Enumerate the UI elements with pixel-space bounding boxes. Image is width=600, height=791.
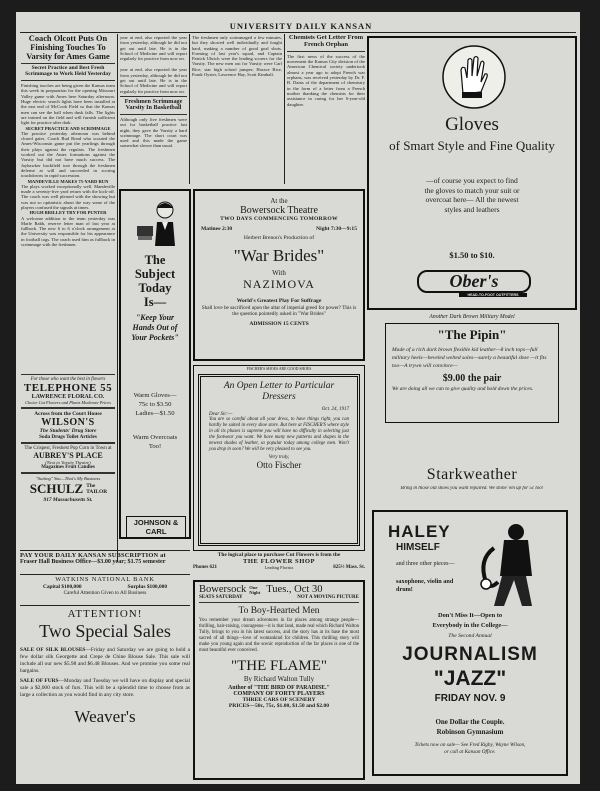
jazz-everybody: Everybody in the College— — [432, 622, 508, 629]
flame-not-moving: NOT A MOVING PICTURE — [297, 595, 359, 600]
football-body: Finishing touches are being given the Kansas team this week in preparation for the opening Missouri Valley game with Ames here Saturday afternoon. Huge electric search lights have been installed at the east end of McCook Field so that the Kansas men can see the ball when dusk falls. The lights are trained on the field and will furnish sufficient light for practice after dark. — [21, 83, 115, 126]
weavers-furs-text: —Monday and Tuesday we will have on display and special sale a $2,000 stock of furs. This will be a splendid time to choose from as large a collection as you would find in any city store. — [20, 678, 190, 698]
schulz-ad-top: "Suiting" You—That's My Business — [35, 476, 101, 481]
wilsons-ad-sub: The Students' Drug Store — [39, 428, 97, 434]
haley-himself: HIMSELF — [396, 542, 440, 553]
johnson-ladies-price: Ladies—$1.50 — [135, 410, 175, 417]
flower-name: THE FLOWER SHOP — [243, 558, 315, 565]
flower-line: The logical place to purchase Cut Flowers is from the — [217, 552, 341, 558]
football-body: The plays worked exceptionally well. Mandeville made a seventy-five yard return with the kick-off. The coach was well pleased with the showing but was not so optimistic about the way some of the players confused the signals at times. — [21, 183, 115, 210]
weavers-furs-head: SALE OF FURS — [20, 678, 59, 684]
weavers-blouses-text: —Friday and Saturday we are going to hold a few dollar silk Georgette and Crepe de Chine Blouse Sale. This sale will include all our new $5.98 and $6.48 Blouses. And we promise you some real bargains. — [20, 647, 190, 674]
fischer-headline: An Open Letter to Particular Dressers — [223, 381, 335, 402]
football-subhead: Secret Practice and Best Fresh Scrimmage to Work Held Yesterday — [25, 65, 111, 78]
johnson-quote: "Keep Your Hands Out of Your Pockets" — [131, 313, 179, 342]
fischer-body: You are so careful about all your dress, to have things right, you can hardly be suited in every shoe store. But here at FISCHER'S where style in all its phases is supreme you will have no difficulty in selecting just the footwear you want. We have many new patterns and shapes in the newest shades of leather, so popular today among college men. Won't you drop in soon? We will be very pleased to see you. — [209, 417, 349, 452]
floral-ad-top: For those who want the best in flowers — [30, 377, 106, 382]
theatre-with: With — [272, 269, 286, 277]
jazz-price: One Dollar the Couple. — [435, 718, 505, 726]
floral-ad-name: LAWRENCE FLORAL CO. — [31, 394, 105, 400]
col3-body: The freshmen only scrimmaged a few minutes, but they showed well individually and fought hard, making a number of good goal shots. Forming of last year's squad, and Captain Patrick Uhrich were the leading scorers for the Varsity. The new men out for Varsity were Carl Rice, star high school jumper; Horace Rice, Frank Oyster, Lawrence Hay, Scott Kimball. — [192, 35, 282, 78]
jazz-journalism: JOURNALISM — [402, 644, 538, 665]
football-subsection: MANDEVILLE MAKES 75-YARD RUN — [27, 178, 109, 184]
flower-shop-ad — [193, 552, 365, 580]
saxophone-player-illustration — [464, 520, 560, 610]
haley-name: HALEY — [388, 522, 451, 541]
aubreys-ad-top: The Crispest, Freshest Pop Corn in Town at — [24, 446, 112, 451]
bank-surplus: Surplus $100,000 — [127, 584, 168, 590]
theatre-admission: ADMISSION 15 CENTS — [249, 321, 309, 327]
haley-instruments: saxophone, violin and drum! — [396, 578, 454, 593]
obers-logo: Ober's — [417, 270, 531, 293]
starkweather-ad — [367, 314, 577, 510]
wilsons-ad-line: Soda Drugs Toilet Articles — [39, 434, 97, 440]
football-body: The practice yesterday afternoon was behind closed gates. Coach Bud Bond who scouted the Ames-Wisconsin game put the yearlings through their plays against the regulars. The freshmen worked out the Ames formations against the Varsity but did not have much success. The Jayhawker backfield tore through the freshmen defense at will and succeeded in scoring touchdowns in rapid succession. — [21, 130, 115, 179]
theatre-tag: World's Greatest Play For Suffrage — [236, 298, 322, 304]
johnson-gloves-price: 75c to $3.50 — [138, 401, 172, 408]
flower-address: 825½ Mass. St. — [333, 565, 365, 570]
flame-seats: SEATS SATURDAY — [199, 595, 243, 600]
pipin-body: Made of a rich dark brown flexible kid leather—8 inch tops—full military heels—beveled welted soles—surely a beautiful shoe —it fits too—A trywn will convince— — [392, 347, 547, 369]
column-1-ads — [21, 372, 115, 552]
column-3 — [192, 35, 282, 185]
schulz-ad-name: SCHULZ — [29, 481, 84, 496]
theatre-matinee: Matinee 2:30 — [201, 226, 233, 232]
flame-head: To Boy-Hearted Men — [238, 606, 320, 616]
johnson-line4: Is— — [143, 295, 167, 309]
johnson-line1: The — [144, 253, 166, 267]
gloves-price: $1.50 to $10. — [449, 250, 495, 260]
the-flame-ad — [193, 580, 365, 780]
flame-scenery: THREE CARS OF SCENERY — [242, 697, 316, 703]
johnson-line3: Today — [138, 281, 172, 295]
jazz-place: Robinson Gymnasium — [436, 728, 504, 736]
jazz-tickets: Tickets now on sale— See Fred Rigby, Wayne Wilson, or call at Kansan Office. — [414, 742, 526, 755]
flame-one-night: One Night — [249, 584, 261, 595]
starkweather-foot: Bring in those old shoes you want repaired. We shine 'em up for 5c too! — [400, 486, 544, 491]
masthead-title: UNIVERSITY DAILY KANSAN — [229, 21, 373, 31]
journalism-jazz-ad — [372, 510, 568, 776]
fischer-top: FISCHER'S SHOES ARE GOOD SHOES — [246, 367, 312, 371]
war-brides-ad — [193, 189, 365, 361]
jazz-dont-miss: Don't Miss It—Open to — [437, 612, 503, 619]
theatre-name: Bowersock Theatre — [240, 205, 318, 216]
johnson-carl-ad — [119, 189, 191, 539]
chemists-headline: Chemists Get Letter From French Orphan — [288, 35, 364, 48]
aubreys-ad-name: AUBREY'S PLACE — [33, 451, 103, 460]
starkweather-name: Starkweather — [426, 466, 518, 483]
wilsons-ad-name: WILSON'S — [41, 417, 95, 428]
gloves-illustration — [441, 44, 507, 110]
pipin-body2: We are doing all we can to give quality and hold down the prices. — [392, 386, 534, 392]
aubreys-ad-sub: (Next to Varsity Theatre) — [45, 460, 91, 465]
fischer-signature: Otto Fischer — [256, 460, 302, 470]
theatre-tag2: Shall love be sacrificed upon the altar of imperial greed for power? This is the question pointedly asked in "War Brides" — [201, 305, 357, 317]
weavers-ad — [20, 608, 190, 778]
fischer-date: Oct. 24, 1917 — [321, 407, 349, 412]
flame-author-of: Author of "THE BIRD OF PARADISE." — [228, 685, 330, 691]
johnson-gloves: Warm Gloves— — [133, 392, 177, 399]
flower-sub: Leading Florists — [264, 565, 294, 570]
fischer-salutation: Dear Sir:— — [209, 412, 233, 417]
pipin-name: "The Pipin" — [437, 327, 507, 342]
subscription-line1: PAY YOUR DAILY KANSAN SUBSCRIPTION at — [20, 552, 166, 559]
football-body: A welcome addition to the team yesterday was Marle Rabb, reserve letter man of last year at fullback. The new 6 to 6 o'clock arrangement at the University was responsible for his appearance in football togs. The coach used him as fullback in scrimmage with the freshmen. — [21, 215, 115, 248]
theatre-night: Night 7:30—9:15 — [316, 226, 357, 232]
column-2 — [120, 35, 187, 185]
column-4 — [287, 35, 365, 185]
floral-ad-sub: Choice Cut Flowers and Plants Moderate Prices — [25, 400, 111, 405]
theatre-star: NAZIMOVA — [243, 277, 315, 291]
bank-name: WATKINS NATIONAL BANK — [55, 576, 155, 583]
flame-date: Tues., Oct 30 — [266, 584, 323, 595]
fischer-ad — [193, 365, 365, 551]
flame-body: You remember your dream adventures in far places among strange people—thrilling, hair-raising, courageous—it is that land, made real which Richard Walton Tully, brings to you in his latest success, and the story has at its base the most sacred of all things—love of womankind for children. This thrilling story will make you young again and the scenic reproduction of the far places is one of the most beautiful ever conceived. — [199, 618, 359, 653]
fischer-close: Very truly, — [268, 455, 290, 460]
theatre-film-title: "War Brides" — [233, 246, 325, 265]
pipin-price: $9.00 the pair — [442, 373, 502, 384]
bank-attention: Careful Attention Given to All Business — [63, 590, 147, 596]
jazz-title: "JAZZ" — [433, 667, 507, 690]
weavers-name: Weaver's — [74, 707, 136, 726]
football-headline: Coach Olcott Puts On Finishing Touches To Varsity for Ames Game — [26, 35, 110, 61]
schulz-ad-address: 917 Massachusetts St. — [43, 497, 93, 503]
pipin-top: Another Dark Brown Military Model — [429, 314, 515, 320]
theatre-at: At the — [270, 197, 288, 205]
jazz-date: FRIDAY NOV. 9 — [434, 693, 506, 704]
football-subsection: HUGH BRILLEY TRY FOR PUNTER — [29, 210, 107, 216]
haley-three: and three other pieces— — [396, 561, 455, 567]
basketball-headline: Freshmen Scrimmage Varsity In Basketball — [124, 97, 183, 112]
obers-gloves-ad — [367, 36, 577, 310]
flame-prices: PRICES—50c, 75c, $1.00, $1.50 and $2.00 — [228, 703, 330, 709]
subscription-line2: Fraser Hall Business Office—$3.00 year; $1.75 semester — [20, 559, 166, 565]
bank-capital: Capital $100,000 — [42, 584, 82, 590]
floral-ad-phone: TELEPHONE 55 — [23, 382, 113, 394]
wilsons-ad-top: Across from the Court House — [34, 411, 102, 417]
schulz-ad-tailor: The TAILOR — [86, 483, 108, 495]
newspaper-page — [16, 12, 580, 784]
flame-by: By Richard Walton Tully — [243, 675, 315, 683]
aubreys-ad-line: Magazines Fruit Candies — [41, 465, 95, 470]
gloves-sub: of Smart Style and Fine Quality — [389, 138, 555, 153]
gloves-headline: Gloves — [445, 114, 499, 135]
chemists-body: The first news of the success of the movement the Kansas City division of the American Chemical society undertook almost a year ago to adopt French war orphans, was received yesterday by Dr. F. B. Dains of the department of chemistry in the form of a letter from a French mother thanking the chemists for their assistance in caring for her 6-year-old daughter. — [287, 53, 365, 107]
football-subsection: SECRET PRACTICE AND SCRIMMAGE — [25, 125, 111, 131]
weavers-headline: Two Special Sales — [39, 621, 171, 641]
flame-title: "THE FLAME" — [231, 658, 327, 674]
johnson-brand: JOHNSON & CARL — [126, 516, 186, 538]
johnson-overcoats: Warm Overcoats Too! — [132, 434, 178, 450]
jazz-second: The Second Annual — [448, 633, 492, 639]
basketball-body: Although only five freshmen were out for basketball practice last night, they gave the Varsity a hard scrimmage. The short court was used and this made the game somewhat slower than usual. — [120, 116, 187, 149]
theatre-presents: Herbert Brenon's Production of — [243, 235, 315, 241]
weavers-attention: ATTENTION! — [67, 608, 143, 620]
weavers-blouses-head: SALE OF SILK BLOUSES — [20, 647, 86, 653]
theatre-days: TWO DAYS COMMENCING TOMORROW — [220, 216, 338, 222]
col2-body: year at end, also reported the year from yesterday, although he did not get out until late. He is in the School of Medicine and will report regularly for practice from now on. — [120, 35, 187, 62]
johnson-line2: Subject — [134, 267, 176, 281]
flame-theatre: Bowersock — [199, 584, 247, 595]
obers-sub: HEAD-TO-FOOT OUTFITTERS — [459, 293, 527, 297]
flower-phone: Phones 621 — [193, 565, 218, 570]
gloves-body: —of course you expect to find the gloves to match your suit or overcoat here— All the newest styles and leathers — [424, 176, 520, 214]
flame-company: COMPANY OF FORTY PLAYERS — [233, 691, 325, 697]
salesman-illustration — [135, 196, 179, 248]
col2-body: year at end, also reported the year from yesterday, although he did not get out until late. He is in the School of Medicine and will report regularly for practice from now on. — [120, 67, 187, 94]
